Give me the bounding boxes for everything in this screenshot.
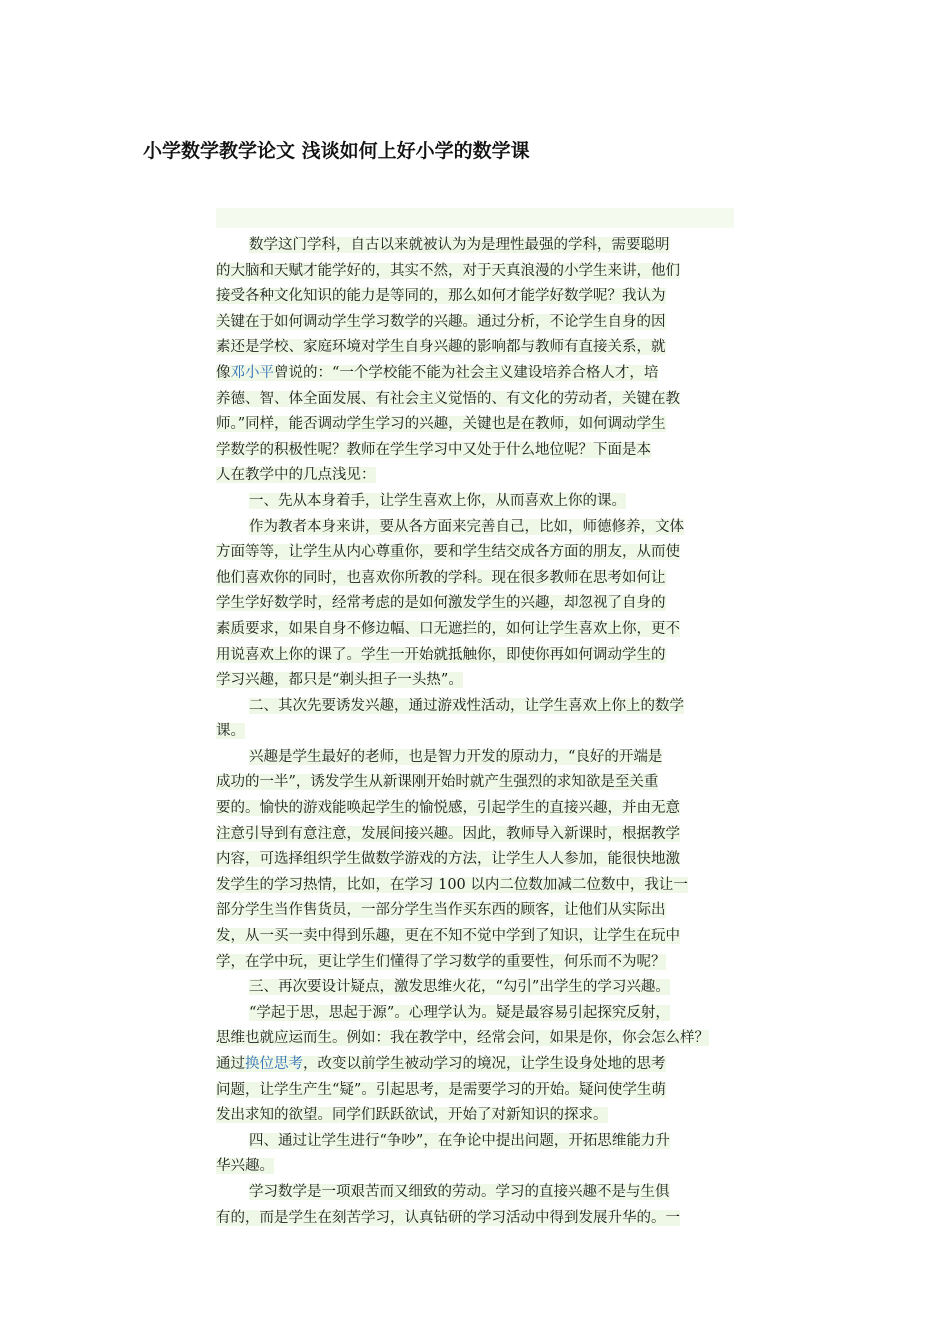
line-text-before-link: 像 (216, 364, 231, 381)
highlight-band (216, 208, 734, 228)
line-text: 学生学好数学时，经常考虑的是如何激发学生的兴趣，却忽视了自身的 (216, 595, 666, 612)
text-line (216, 387, 736, 413)
line-text: 师。”同样，能否调动学生学习的兴趣，关键也是在教师，如何调动学生 (216, 416, 666, 433)
line-text: 有的，而是学生在刻苦学习，认真钻研的学习活动中得到发展升华的。一 (216, 1209, 680, 1226)
text-line (216, 643, 736, 669)
text-line (216, 1206, 736, 1232)
line-text: 课。 (216, 723, 245, 740)
text-line (216, 1154, 736, 1180)
text-line (216, 975, 736, 1001)
text-line (216, 489, 736, 515)
line-text: 三、再次要设计疑点，激发思维火花，“勾引”出学生的学习兴趣。 (249, 979, 670, 996)
text-line (216, 566, 736, 592)
text-line (216, 591, 736, 617)
text-line (216, 950, 736, 976)
line-text: 养德、智、体全面发展、有社会主义觉悟的、有文化的劳动者，关键在教 (216, 390, 680, 407)
line-text: 部分学生当作售货员，一部分学生当作买东西的顾客，让他们从实际出 (216, 902, 666, 919)
line-text: 用说喜欢上你的课了。学生一开始就抵触你，即使你再如何调动学生的 (216, 646, 666, 663)
text-line (216, 617, 736, 643)
text-line (216, 847, 736, 873)
line-text-after-link: 曾说的：“一个学校能不能为社会主义建设培养合格人才，培 (274, 364, 659, 381)
text-line (216, 412, 736, 438)
text-line (216, 924, 736, 950)
text-line (216, 1026, 736, 1052)
line-text: 发学生的学习热情，比如，在学习 100 以内二位数加减二位数中，我让一 (216, 876, 688, 893)
line-text: 素还是学校、家庭环境对学生自身兴趣的影响都与教师有直接关系，就 (216, 339, 666, 356)
text-line (216, 515, 736, 541)
line-text: 发，从一买一卖中得到乐趣，更在不知不觉中学到了知识，让学生在玩中 (216, 928, 680, 945)
text-line (216, 259, 736, 285)
line-text (216, 1056, 666, 1072)
line-text: 华兴趣。 (216, 1158, 274, 1175)
line-text: 思维也就应运而生。例如：我在教学中，经常会问，如果是你，你会怎么样？ (216, 1030, 709, 1047)
text-line (216, 873, 736, 899)
text-line (216, 1103, 736, 1129)
text-line (216, 1078, 736, 1104)
line-text: 要的。愉快的游戏能唤起学生的愉悦感，引起学生的直接兴趣，并由无意 (216, 800, 680, 817)
document-title: 小学数学教学论文 浅谈如何上好小学的数学课 (143, 140, 530, 162)
text-line (216, 310, 736, 336)
inline-link[interactable]: 换位思考 (245, 1056, 303, 1072)
line-text: 作为教者本身来讲，要从各方面来完善自己，比如，师德修养，文体 (249, 518, 684, 535)
article-body (216, 233, 736, 1231)
line-text-before-link: 通过 (216, 1056, 245, 1072)
text-line (216, 1129, 736, 1155)
text-line (216, 1180, 736, 1206)
line-text: 内容，可选择组织学生做数学游戏的方法，让学生人人参加，能很快地激 (216, 851, 680, 868)
line-text (216, 365, 658, 381)
text-line (216, 822, 736, 848)
line-text: 数学这门学科，自古以来就被认为为是理性最强的学科，需要聪明 (249, 237, 670, 253)
text-line (216, 540, 736, 566)
line-text: 二、其次先要诱发兴趣，通过游戏性活动，让学生喜欢上你上的数学 (249, 697, 684, 714)
line-text: 的大脑和天赋才能学好的，其实不然，对于天真浪漫的小学生来讲，他们 (216, 262, 680, 279)
line-text: 注意引导到有意注意，发展间接兴趣。因此，教师导入新课时，根据教学 (216, 825, 680, 842)
text-line (216, 694, 736, 720)
text-line (216, 745, 736, 771)
text-line (216, 1052, 736, 1078)
text-line (216, 1001, 736, 1027)
line-text: 学习兴趣，都只是“剃头担子一头热”。 (216, 672, 463, 689)
text-line (216, 233, 736, 259)
text-line (216, 361, 736, 387)
text-line (216, 335, 736, 361)
line-text: 发出求知的欲望。同学们跃跃欲试，开始了对新知识的探求。 (216, 1107, 608, 1124)
line-text: 关键在于如何调动学生学习数学的兴趣。通过分析，不论学生自身的因 (216, 313, 666, 330)
line-text-after-link: ，改变以前学生被动学习的境况，让学生设身处地的思考 (303, 1056, 666, 1072)
text-line (216, 463, 736, 489)
line-text: 问题，让学生产生“疑”。引起思考，是需要学习的开始。疑问使学生萌 (216, 1081, 666, 1098)
text-line (216, 898, 736, 924)
line-text: 学数学的积极性呢？教师在学生学习中又处于什么地位呢？下面是本 (216, 441, 651, 458)
line-text: 素质要求，如果自身不修边幅、口无遮拦的，如何让学生喜欢上你，更不 (216, 620, 680, 637)
line-text: 兴趣是学生最好的老师，也是智力开发的原动力，“良好的开端是 (249, 748, 663, 765)
text-line (216, 770, 736, 796)
line-text: 他们喜欢你的同时，也喜欢你所教的学科。现在很多教师在思考如何让 (216, 569, 666, 586)
text-line (216, 284, 736, 310)
inline-link[interactable]: 邓小平 (230, 364, 274, 381)
text-line (216, 719, 736, 745)
line-text: 成功的一半”，诱发学生从新课刚开始时就产生强烈的求知欲是至关重 (216, 774, 659, 791)
line-text: 一、先从本身着手，让学生喜欢上你，从而喜欢上你的课。 (249, 492, 626, 509)
line-text: 学，在学中玩，更让学生们懂得了学习数学的重要性，何乐而不为呢？ (216, 953, 666, 970)
text-line (216, 438, 736, 464)
line-text: 方面等等，让学生从内心尊重你，要和学生结交成各方面的朋友，从而使 (216, 544, 680, 561)
line-text: 四、通过让学生进行“争吵”，在争论中提出问题，开拓思维能力升 (249, 1132, 670, 1149)
text-line (216, 668, 736, 694)
line-text: 人在教学中的几点浅见： (216, 467, 376, 484)
line-text: 接受各种文化知识的能力是等同的，那么如何才能学好数学呢？我认为 (216, 288, 666, 305)
line-text: 学习数学是一项艰苦而又细致的劳动。学习的直接兴趣不是与生俱 (249, 1183, 670, 1200)
text-line (216, 796, 736, 822)
line-text: “学起于思，思起于源”。心理学认为。疑是最容易引起探究反射， (249, 1004, 670, 1021)
